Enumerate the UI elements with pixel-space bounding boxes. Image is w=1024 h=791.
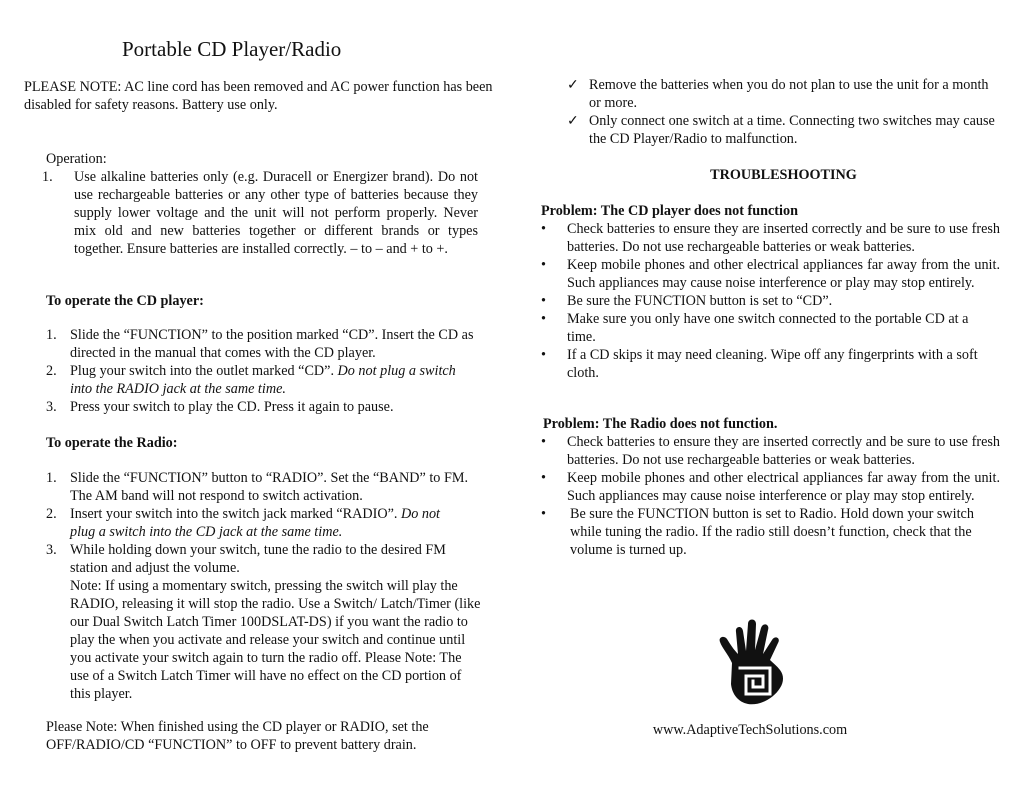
cd-instructions-list xyxy=(46,326,478,416)
item-number: 1. xyxy=(46,470,57,486)
bullet-icon: • xyxy=(541,470,546,486)
operation-heading: Operation: xyxy=(46,151,107,167)
bullet-item xyxy=(541,433,1000,469)
bullet-item xyxy=(541,346,1000,382)
item-warning: Do not plug a switch into the RADIO jack at the same time. xyxy=(70,363,456,397)
hand-spiral-logo-icon xyxy=(718,618,790,708)
website-url: www.AdaptiveTechSolutions.com xyxy=(652,722,848,738)
bullet-icon: • xyxy=(541,311,546,327)
check-item xyxy=(567,112,999,148)
cd-instruction-1 xyxy=(46,326,478,362)
item-text: Use alkaline batteries only (e.g. Duracell or Energizer brand). Do not use rechargeable batteries or any other type of batteries because they supply lower voltage and the unit will not perform properly. Never mix old and new batteries together or different brands or types together. Ensure batteries are installed correctly. – to – and + to +. xyxy=(74,169,478,257)
item-number: 2. xyxy=(46,363,57,379)
safety-note: PLEASE NOTE: AC line cord has been removed and AC power function has been disabled for safety reasons. Battery use only. xyxy=(24,79,493,113)
radio-section-heading: To operate the Radio: xyxy=(46,435,178,451)
item-warning: Do not plug a switch into the CD jack at the same time. xyxy=(70,506,440,540)
bullet-text: Be sure the FUNCTION button is set to Radio. Hold down your switch while tuning the radio. If the radio still doesn’t function, check that the volume is turned up. xyxy=(570,506,974,558)
item-number: 3. xyxy=(46,399,57,415)
bullet-icon: • xyxy=(541,347,546,363)
bullet-text: Keep mobile phones and other electrical appliances far away from the unit. Such appliances may cause noise interference or play may stop entirely. xyxy=(567,470,1000,504)
bullet-icon: • xyxy=(541,434,546,450)
check-text: Only connect one switch at a time. Connecting two switches may cause the CD Player/Radio to malfunction. xyxy=(589,113,995,147)
cd-instruction-3 xyxy=(46,398,478,416)
cd-instruction-2 xyxy=(46,362,478,398)
bullet-text: Check batteries to ensure they are inserted correctly and be sure to use fresh batteries. Do not use rechargeable batteries or weak batteries. xyxy=(567,434,1000,468)
checkmark-icon: ✓ xyxy=(567,77,579,93)
operation-list xyxy=(42,168,478,258)
item-text: Plug your switch into the outlet marked “CD”. xyxy=(70,363,338,379)
checklist xyxy=(567,76,999,148)
troubleshooting-heading: TROUBLESHOOTING xyxy=(710,167,857,183)
bullet-text: Check batteries to ensure they are inserted correctly and be sure to use fresh batteries. Do not use rechargeable batteries or weak batteries. xyxy=(567,221,1000,255)
item-number: 3. xyxy=(46,542,57,558)
item-text: Press your switch to play the CD. Press it again to pause. xyxy=(70,399,394,415)
cd-problem-heading: Problem: The CD player does not function xyxy=(541,203,798,219)
radio-problem-list xyxy=(541,433,1000,559)
bullet-text: Be sure the FUNCTION button is set to “CD”. xyxy=(567,293,833,309)
bullet-item xyxy=(541,292,1000,310)
radio-instruction-3 xyxy=(46,541,470,577)
radio-instruction-2 xyxy=(46,505,466,541)
page-title: Portable CD Player/Radio xyxy=(122,37,342,61)
check-text: Remove the batteries when you do not plan to use the unit for a month or more. xyxy=(589,77,989,111)
radio-instructions-list xyxy=(46,469,486,703)
bullet-icon: • xyxy=(541,257,546,273)
bullet-text: Keep mobile phones and other electrical appliances far away from the unit. Such appliances may cause noise interference or play may stop entirely. xyxy=(567,257,1000,291)
bullet-icon: • xyxy=(541,506,546,522)
item-text: While holding down your switch, tune the radio to the desired FM station and adjust the volume. xyxy=(70,542,446,576)
cd-section-heading: To operate the CD player: xyxy=(46,293,204,309)
bullet-item xyxy=(541,220,1000,256)
item-number: 1. xyxy=(46,327,57,343)
bullet-text: Make sure you only have one switch connected to the portable CD at a time. xyxy=(567,311,969,345)
item-text: Slide the “FUNCTION” to the position marked “CD”. Insert the CD as directed in the manual that comes with the CD player. xyxy=(70,327,474,361)
bullet-icon: • xyxy=(541,221,546,237)
radio-latch-note: Note: If using a momentary switch, pressing the switch will play the RADIO, releasing it will stop the radio. Use a Switch/ Latch/Timer (like our Dual Switch Latch Timer 100DSLAT-DS) if you want the radio to play the when you activate and release your switch and continue until you activate your switch again to turn the radio off. Please Note: The use of a Switch Latch Timer will have no effect on the CD portion of this player. xyxy=(70,578,481,702)
item-text: Insert your switch into the switch jack marked “RADIO”. xyxy=(70,506,401,522)
final-note: Please Note: When finished using the CD player or RADIO, set the OFF/RADIO/CD “FUNCTION” to OFF to prevent battery drain. xyxy=(46,719,429,753)
checkmark-icon: ✓ xyxy=(567,113,579,129)
bullet-item xyxy=(541,505,990,559)
bullet-item xyxy=(541,256,1000,292)
bullet-item xyxy=(541,310,987,346)
operation-item xyxy=(42,168,478,258)
cd-problem-list xyxy=(541,220,1000,382)
radio-instruction-1 xyxy=(46,469,482,505)
item-text: Slide the “FUNCTION” button to “RADIO”. Set the “BAND” to FM. The AM band will not respond to switch activation. xyxy=(70,470,468,504)
bullet-text: If a CD skips it may need cleaning. Wipe off any fingerprints with a soft cloth. xyxy=(567,347,978,381)
bullet-icon: • xyxy=(541,293,546,309)
item-number: 2. xyxy=(46,506,57,522)
item-number: 1. xyxy=(42,169,53,185)
radio-problem-heading: Problem: The Radio does not function. xyxy=(543,416,778,432)
bullet-item xyxy=(541,469,1000,505)
check-item xyxy=(567,76,999,112)
